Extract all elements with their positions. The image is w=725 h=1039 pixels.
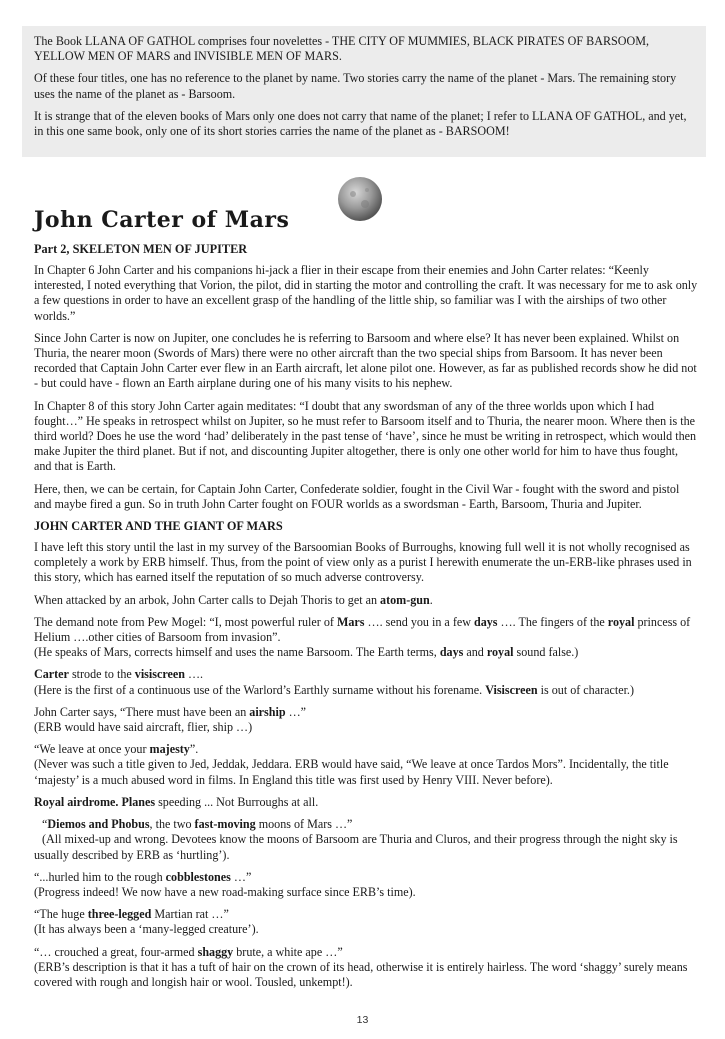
shaggy-item: “… crouched a great, four-armed shaggy brute, a white ape …” (ERB’s description is that it has a tuft of hair on the crown of its head, otherwise it is entirely hairless. The word ‘shaggy’ surely means covered with rough and longish hair or wool. Tousled, unkempt!). bbox=[34, 944, 688, 989]
part2-heading: Part 2, SKELETON MEN OF JUPITER bbox=[34, 242, 248, 256]
part2-paragraph-1: In Chapter 6 John Carter and his companions hi-jack a flier in their escape from their enemies and John Carter relates: “Keenly interested, I noted everything that Vorion, the pilot, did in starting the motor and controlling the craft. It was necessary for me to ask only a few questions in order to have an excellent grasp of the handling of the little ship, so familiar was I with the airships of two other worlds.” bbox=[34, 263, 698, 323]
part2-paragraph-2: Since John Carter is now on Jupiter, one concludes he is referring to Barsoom and where else? It has never been explained. Whilst on Thuria, the nearer moon (Swords of Mars) there were no other aircraft than the two special ships from Barsoom. It has never been recorded that Captain John Carter ever flew in an Earth aircraft, let alone pilot one. However, as far as published records show he did not - but could have - flown an Earth airplane during one of his many visits to his nephew. bbox=[34, 330, 697, 391]
visiscreen-item: Carter strode to the visiscreen …. (Here is the first of a continuous use of the Warlord’s Earthly surname without his forename. Visiscreen is out of character.) bbox=[34, 667, 634, 697]
moon-image bbox=[337, 176, 383, 222]
giant-heading: JOHN CARTER AND THE GIANT OF MARS bbox=[34, 519, 283, 534]
majesty-item: “We leave at once your majesty”. (Never was such a title given to Jed, Jeddak, Jeddara. ERB would have said, “We leave at once Tardos Mors”. Incidentally, the title ‘majesty’ is a much abused word in films. In England this title was first used by Henry VIII. Never before). bbox=[34, 742, 669, 787]
airship-item: John Carter says, “There must have been an airship …” (ERB would have said aircraft, flier, ship …) bbox=[34, 704, 307, 735]
article-body bbox=[34, 242, 698, 997]
intro-paragraph-2: Of these four titles, one has no reference to the planet by name. Two stories carry the name of the planet - Mars. The remaining story uses the name of the planet as - Barsoom. bbox=[34, 71, 677, 101]
part2-paragraph-4: Here, then, we can be certain, for Captain John Carter, Confederate soldier, fought in the Civil War - fought with the sword and pistol and maybe fired a gun. So in truth John Carter fought on FOUR worlds as a swordsman - Earth, Barsoom, Thuria and Jupiter. bbox=[34, 481, 680, 511]
intro-paragraph-1: The Book LLANA OF GATHOL comprises four novelettes - THE CITY OF MUMMIES, BLACK PIRATES OF BARSOOM, YELLOW MEN OF MARS and INVISIBLE MEN OF MARS. bbox=[34, 34, 649, 64]
royal-airdrome-item: Royal airdrome. Planes speeding ... Not Burroughs at all. bbox=[34, 794, 319, 809]
giant-paragraph-1: I have left this story until the last in my survey of the Barsoomian Books of Burroughs, knowing full well it is not wholly recognised as completely a work by ERB himself. Thus, from the point of view only as a purist I herewith enumerate the un-ERB-like phrases used in this story, which has earned itself the reputation of so much adverse controversy. bbox=[34, 540, 692, 585]
intro-box bbox=[22, 26, 706, 157]
page-number: 13 bbox=[356, 1014, 369, 1026]
intro-paragraph-3: It is strange that of the eleven books of Mars only one does not carry that name of the planet; I refer to LLANA OF GATHOL, and yet, in this one same book, only one of its short stories carries the name of the planet as - BARSOOM! bbox=[34, 108, 687, 139]
demand-note-item: The demand note from Pew Mogel: “I, most powerful ruler of Mars …. send you in a few days …. The fingers of the royal princess of Helium ….other cities of Barsoom from invasion”. (He speaks of Mars, corrects himself and uses the name Barsoom. The Earth terms, days and royal sound false.) bbox=[34, 614, 691, 660]
part2-paragraph-3: In Chapter 8 of this story John Carter again meditates: “I doubt that any swordsman of any of the three worlds upon which I had fought…” He speaks in retrospect whilst on Jupiter, so he must refer to Barsoom itself and to Thuria, the nearer moon. Where then is the third world? Does he use the word ‘had’ deliberately in the past tense of ‘have’, since he must be writing in retrospect, which would then make Jupiter the third planet. But if not, and discounting Jupiter altogether, there is only one other world for him to have thus fought, and that is Earth. bbox=[34, 398, 697, 474]
atom-gun-item: When attacked by an arbok, John Carter calls to Dejah Thoris to get an atom-gun. bbox=[34, 592, 433, 607]
section-title: John Carter of Mars bbox=[34, 207, 290, 233]
moons-item: “Diemos and Phobus, the two fast-moving moons of Mars …” (All mixed-up and wrong. Devotees know the moons of Barsoom are Thuria and Cluros, and their progress through the night sky is usually described by ERB as ‘hurtling’). bbox=[34, 817, 678, 862]
cobblestones-item: “...hurled him to the rough cobblestones …” (Progress indeed! We now have a new road-making surface since ERB’s time). bbox=[34, 869, 416, 899]
rat-item: “The huge three-legged Martian rat …” (It has always been a ‘many-legged creature’). bbox=[34, 907, 259, 937]
